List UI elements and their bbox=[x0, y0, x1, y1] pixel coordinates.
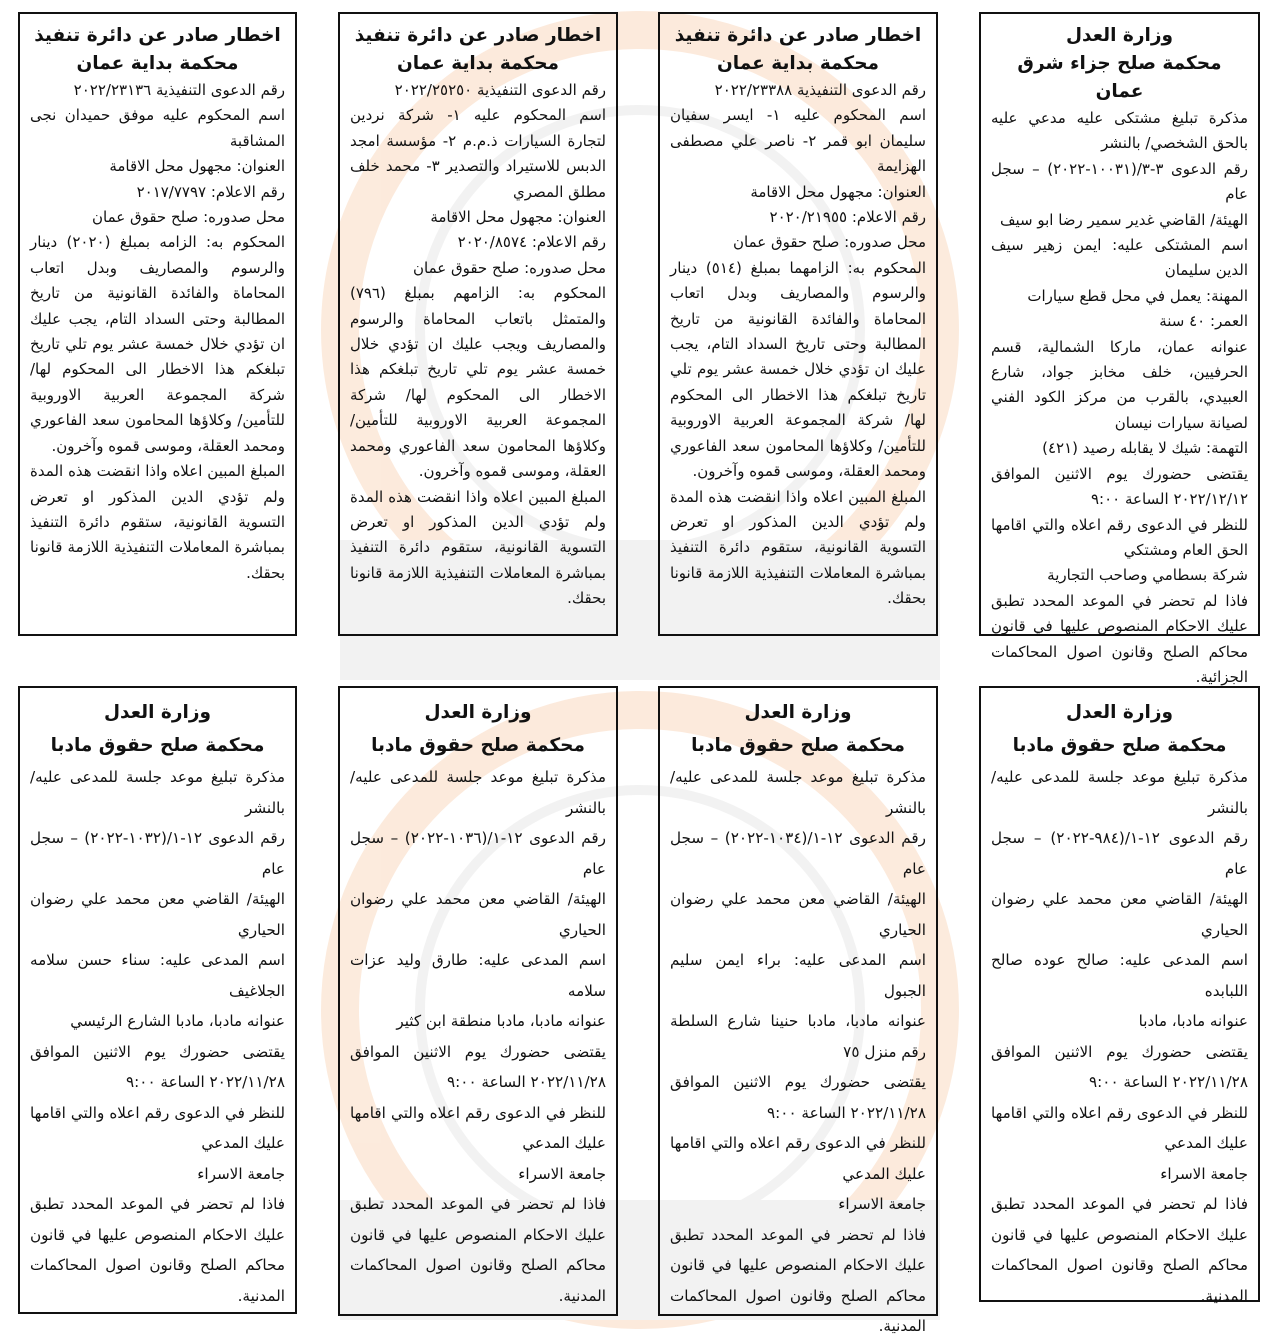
notice-line: اسم المشتكى عليه: ايمن زهير سيف الدين سليمان bbox=[991, 236, 1248, 280]
notice-line: الهيئة/ القاضي معن محمد علي رضوان الحياري bbox=[991, 890, 1248, 939]
notice-line: اسم المدعى عليه: طارق وليد عزات سلامه bbox=[350, 951, 606, 1000]
notice-line: مذكرة تبليغ موعد جلسة للمدعى عليه/ بالنشر bbox=[991, 768, 1248, 817]
notice-line: العنوان: مجهول محل الاقامة bbox=[430, 208, 606, 227]
notice-line: عنوانه عمان، ماركا الشمالية، قسم الحرفيين، خلف مخابز جواد، شارع العبيدي، بالقرب من مركز الكود الفني لصيانة سيارات نيسان bbox=[991, 337, 1248, 432]
notice-line: رقم الدعوى ١٢-١/(٩٨٤-٢٠٢٢) – سجل عام bbox=[991, 829, 1248, 878]
notice-line: رقم الاعلام: ٢٠٢٠/٨٥٧٤ bbox=[457, 233, 606, 252]
notice-title-court: محكمة بداية عمان bbox=[717, 53, 879, 74]
notice-line: محل صدوره: صلح حقوق عمان bbox=[412, 258, 606, 277]
notice-line: الهيئة/ القاضي معن محمد علي رضوان الحياري bbox=[670, 890, 926, 939]
notice-line: مذكرة تبليغ موعد جلسة للمدعى عليه/ بالنشر bbox=[670, 768, 926, 817]
notice-line: محل صدوره: صلح حقوق عمان bbox=[732, 233, 926, 252]
notice-line: اسم المحكوم عليه ١- ايسر سفيان سليمان ابو قمر ٢- ناصر علي مصطفى الهزايمة bbox=[670, 106, 927, 176]
notice-title-court: محكمة بداية عمان bbox=[76, 53, 239, 74]
notice-title-ministry: وزارة العدل bbox=[424, 702, 532, 723]
notice-bottom-mid-left bbox=[338, 686, 618, 1316]
notice-title-ministry: اخطار صادر عن دائرة تنفيذ bbox=[354, 25, 602, 46]
notice-line: جامعة الاسراء bbox=[518, 1164, 606, 1183]
notice-line: عنوانه مادبا، مادبا حنينا شارع السلطة رقم منزل ٧٥ bbox=[670, 1012, 926, 1061]
notice-title-court: محكمة صلح حقوق مادبا bbox=[691, 735, 905, 756]
notice-line: يقتضى حضورك يوم الاثنين الموافق ٢٠٢٢/١١/٢٨ الساعة ٩:٠٠ bbox=[350, 1042, 606, 1091]
notice-line: المبلغ المبين اعلاه واذا انقضت هذه المدة ولم تؤدي الدين المذكور او تعرض التسوية القانونية، ستقوم دائرة التنفيذ بمباشرة المعاملات التنفيذية اللازمة قانونا بحقك. bbox=[30, 462, 285, 582]
notice-title-court: محكمة صلح حقوق مادبا bbox=[371, 735, 585, 756]
notice-line: عنوانه مادبا، مادبا منطقة ابن كثير bbox=[396, 1012, 606, 1030]
notice-line: للنظر في الدعوى رقم اعلاه والتي اقامها عليك المدعي bbox=[350, 1103, 606, 1152]
notice-line: رقم الدعوى ١٢-١/(١٠٣٤-٢٠٢٢) – سجل عام bbox=[670, 829, 926, 878]
notice-line: يقتضى حضورك يوم الاثنين الموافق ٢٠٢٢/١٢/١٢ الساعة ٩:٠٠ bbox=[991, 464, 1248, 509]
notice-line: عنوانه مادبا، مادبا الشارع الرئيسي bbox=[70, 1012, 285, 1030]
notice-line: فاذا لم تحضر في الموعد المحدد تطبق عليك الاحكام المنصوص عليها في قانون محاكم الصلح وقانون اصول المحاكمات الجزائية. bbox=[991, 591, 1248, 686]
notice-line: رقم الدعوى ١٢-١/(١٠٣٦-٢٠٢٢) – سجل عام bbox=[350, 829, 606, 878]
notice-title-ministry: وزارة العدل bbox=[1066, 25, 1173, 46]
notice-line: فاذا لم تحضر في الموعد المحدد تطبق عليك الاحكام المنصوص عليها في قانون محاكم الصلح وقانون اصول المحاكمات المدنية. bbox=[991, 1195, 1248, 1305]
notice-line: العنوان: مجهول محل الاقامة bbox=[109, 157, 285, 176]
notice-line: مذكرة تبليغ موعد جلسة للمدعى عليه/ بالنشر bbox=[30, 768, 285, 817]
notice-top-mid-left bbox=[338, 12, 618, 636]
notice-line: المحكوم به: الزامه بمبلغ (٢٠٢٠) دينار والرسوم والمصاريف وبدل اتعاب المحاماة والفائدة القانونية من تاريخ المطالبة وحتى السداد التام، يجب عليك ان تؤدي خلال خمسة عشر يوم تلي تاريخ تبلغكم هذا الاخطار الى المحكوم لها/ شركة المجموعة العربية الاوروبية للتأمين/ وكلاؤها المحامون سعد الفاعوري ومحمد العقلة، وموسى قموه وآخرون. bbox=[30, 233, 285, 455]
notice-title-ministry: وزارة العدل bbox=[104, 702, 211, 723]
notice-line: اسم المحكوم عليه ١- شركة نردين لتجارة السيارات ذ.م.م ٢- مؤسسة امجد الدبس للاستيراد والتصدير ٣- محمد خلف مطلق المصري bbox=[350, 106, 607, 201]
notice-line: للنظر في الدعوى رقم اعلاه والتي اقامها الحق العام ومشتكي bbox=[991, 515, 1248, 559]
notice-line: فاذا لم تحضر في الموعد المحدد تطبق عليك الاحكام المنصوص عليها في قانون محاكم الصلح وقانون اصول المحاكمات المدنية. bbox=[30, 1195, 285, 1305]
notice-line: الهيئة/ القاضي غدير سمير رضا ابو سيف bbox=[999, 210, 1248, 229]
notice-line: رقم الدعوى التنفيذية ٢٠٢٢/٢٥٢٥٠ bbox=[394, 81, 606, 99]
notice-line: يقتضى حضورك يوم الاثنين الموافق ٢٠٢٢/١١/٢٨ الساعة ٩:٠٠ bbox=[670, 1073, 926, 1122]
notice-line: المحكوم به: الزامهما بمبلغ (٥١٤) دينار والرسوم والمصاريف وبدل اتعاب المحاماة والفائدة القانونية من تاريخ المطالبة وحتى تاريخ السداد التام، يجب عليك ان تؤدي خلال خمسة عشر يوم تلي تاريخ تبلغكم هذا الاخطار الى المحكوم لها/ شركة المجموعة العربية الاوروبية للتأمين/ وكلاؤها المحامون سعد الفاعوري ومحمد العقلة، وموسى قموه وآخرون. bbox=[670, 258, 926, 481]
notice-line: رقم الاعلام: ٢٠٢٠/٢١٩٥٥ bbox=[769, 208, 926, 227]
notice-line: رقم الدعوى ١٢-١/(١٠٣٢-٢٠٢٢) – سجل عام bbox=[30, 829, 285, 878]
notice-line: شركة بسطامي وصاحب التجارية bbox=[1047, 566, 1248, 585]
notice-line: للنظر في الدعوى رقم اعلاه والتي اقامها عليك المدعي bbox=[30, 1103, 285, 1152]
notice-bottom-right bbox=[979, 686, 1260, 1305]
notice-line: محل صدوره: صلح حقوق عمان bbox=[91, 208, 285, 227]
notice-top-left bbox=[18, 12, 297, 636]
notice-line: رقم الاعلام: ٢٠١٧/٧٧٩٧ bbox=[136, 182, 285, 201]
notice-bottom-mid-right bbox=[658, 686, 938, 1335]
notice-bottom-left bbox=[18, 686, 297, 1314]
notice-line: التهمة: شيك لا يقابله رصيد (٤٢١) bbox=[1042, 439, 1248, 458]
notice-line: للنظر في الدعوى رقم اعلاه والتي اقامها عليك المدعي bbox=[670, 1134, 926, 1183]
notice-line: المحكوم به: الزامهم بمبلغ (٧٩٦) والمتمثل باتعاب المحاماة والرسوم والمصاريف ويجب عليك ان تؤدي خلال خمسة عشر يوم تلي تاريخ تبلغكم هذا الاخطار الى المحكوم لها/ شركة المجموعة العربية الاوروبية للتأمين/ وكلاؤها المحامون سعد الفاعوري ومحمد العقلة، وموسى قموه وآخرون. bbox=[350, 284, 606, 481]
notice-line: فاذا لم تحضر في الموعد المحدد تطبق عليك الاحكام المنصوص عليها في قانون محاكم الصلح وقانون اصول المحاكمات المدنية. bbox=[670, 1225, 926, 1335]
notice-line: المهنة: يعمل في محل قطع سيارات bbox=[1027, 286, 1248, 305]
notice-title-ministry: اخطار صادر عن دائرة تنفيذ bbox=[34, 25, 281, 46]
notice-title-court: محكمة بداية عمان bbox=[397, 53, 559, 74]
notice-line: رقم الدعوى ٣-٣/(١٠٠٣١-٢٠٢٢) – سجل عام bbox=[991, 159, 1249, 204]
notice-line: المبلغ المبين اعلاه واذا انقضت هذه المدة ولم تؤدي الدين المذكور او تعرض التسوية القانونية، ستقوم دائرة التنفيذ بمباشرة المعاملات التنفيذية اللازمة قانونا بحقك. bbox=[350, 487, 606, 608]
notice-line: اسم المحكوم عليه موفق حميدان نجى المشاقبة bbox=[30, 106, 285, 150]
notice-line: رقم الدعوى التنفيذية ٢٠٢٢/٢٣٣٨٨ bbox=[714, 81, 926, 99]
notice-title-ministry: وزارة العدل bbox=[1066, 702, 1173, 723]
notice-line: جامعة الاسراء bbox=[1160, 1164, 1248, 1183]
notice-title-court: محكمة صلح حقوق مادبا bbox=[50, 735, 265, 756]
notice-line: العمر: ٤٠ سنة bbox=[1159, 312, 1248, 331]
notice-line: اسم المدعى عليه: سناء حسن سلامه الجلاغيف bbox=[30, 951, 285, 1000]
notice-line: جامعة الاسراء bbox=[838, 1195, 926, 1213]
notice-title-ministry: اخطار صادر عن دائرة تنفيذ bbox=[674, 25, 922, 46]
notice-title-court: محكمة صلح جزاء شرق عمان bbox=[1017, 53, 1222, 102]
notice-line: الهيئة/ القاضي معن محمد علي رضوان الحياري bbox=[350, 890, 606, 939]
notice-line: رقم الدعوى التنفيذية ٢٠٢٢/٢٣١٣٦ bbox=[73, 81, 285, 99]
notice-title-ministry: وزارة العدل bbox=[744, 702, 852, 723]
notice-top-right bbox=[979, 12, 1260, 686]
notice-line: الهيئة/ القاضي معن محمد علي رضوان الحياري bbox=[30, 890, 285, 939]
notice-line: اسم المدعى عليه: براء ايمن سليم الجبول bbox=[670, 951, 926, 1000]
notice-top-mid-right bbox=[658, 12, 938, 636]
notice-line: للنظر في الدعوى رقم اعلاه والتي اقامها عليك المدعي bbox=[991, 1103, 1248, 1152]
notice-line: مذكرة تبليغ موعد جلسة للمدعى عليه/ بالنشر bbox=[350, 768, 606, 817]
notice-line: اسم المدعى عليه: صالح عوده صالح اللبابده bbox=[991, 951, 1248, 1000]
notice-line: مذكرة تبليغ مشتكى عليه مدعي عليه بالحق الشخصي/ بالنشر bbox=[991, 109, 1248, 153]
notice-line: عنوانه مادبا، مادبا bbox=[1138, 1012, 1248, 1030]
notice-title-court: محكمة صلح حقوق مادبا bbox=[1012, 735, 1227, 756]
notice-line: جامعة الاسراء bbox=[197, 1164, 285, 1183]
notice-line: المبلغ المبين اعلاه واذا انقضت هذه المدة ولم تؤدي الدين المذكور او تعرض التسوية القانونية، ستقوم دائرة التنفيذ بمباشرة المعاملات التنفيذية اللازمة قانونا بحقك. bbox=[670, 487, 926, 608]
notice-line: العنوان: مجهول محل الاقامة bbox=[750, 182, 926, 201]
notice-line: يقتضى حضورك يوم الاثنين الموافق ٢٠٢٢/١١/٢٨ الساعة ٩:٠٠ bbox=[991, 1042, 1248, 1091]
notice-line: يقتضى حضورك يوم الاثنين الموافق ٢٠٢٢/١١/٢٨ الساعة ٩:٠٠ bbox=[30, 1042, 285, 1091]
notice-line: فاذا لم تحضر في الموعد المحدد تطبق عليك الاحكام المنصوص عليها في قانون محاكم الصلح وقانون اصول المحاكمات المدنية. bbox=[350, 1195, 606, 1305]
